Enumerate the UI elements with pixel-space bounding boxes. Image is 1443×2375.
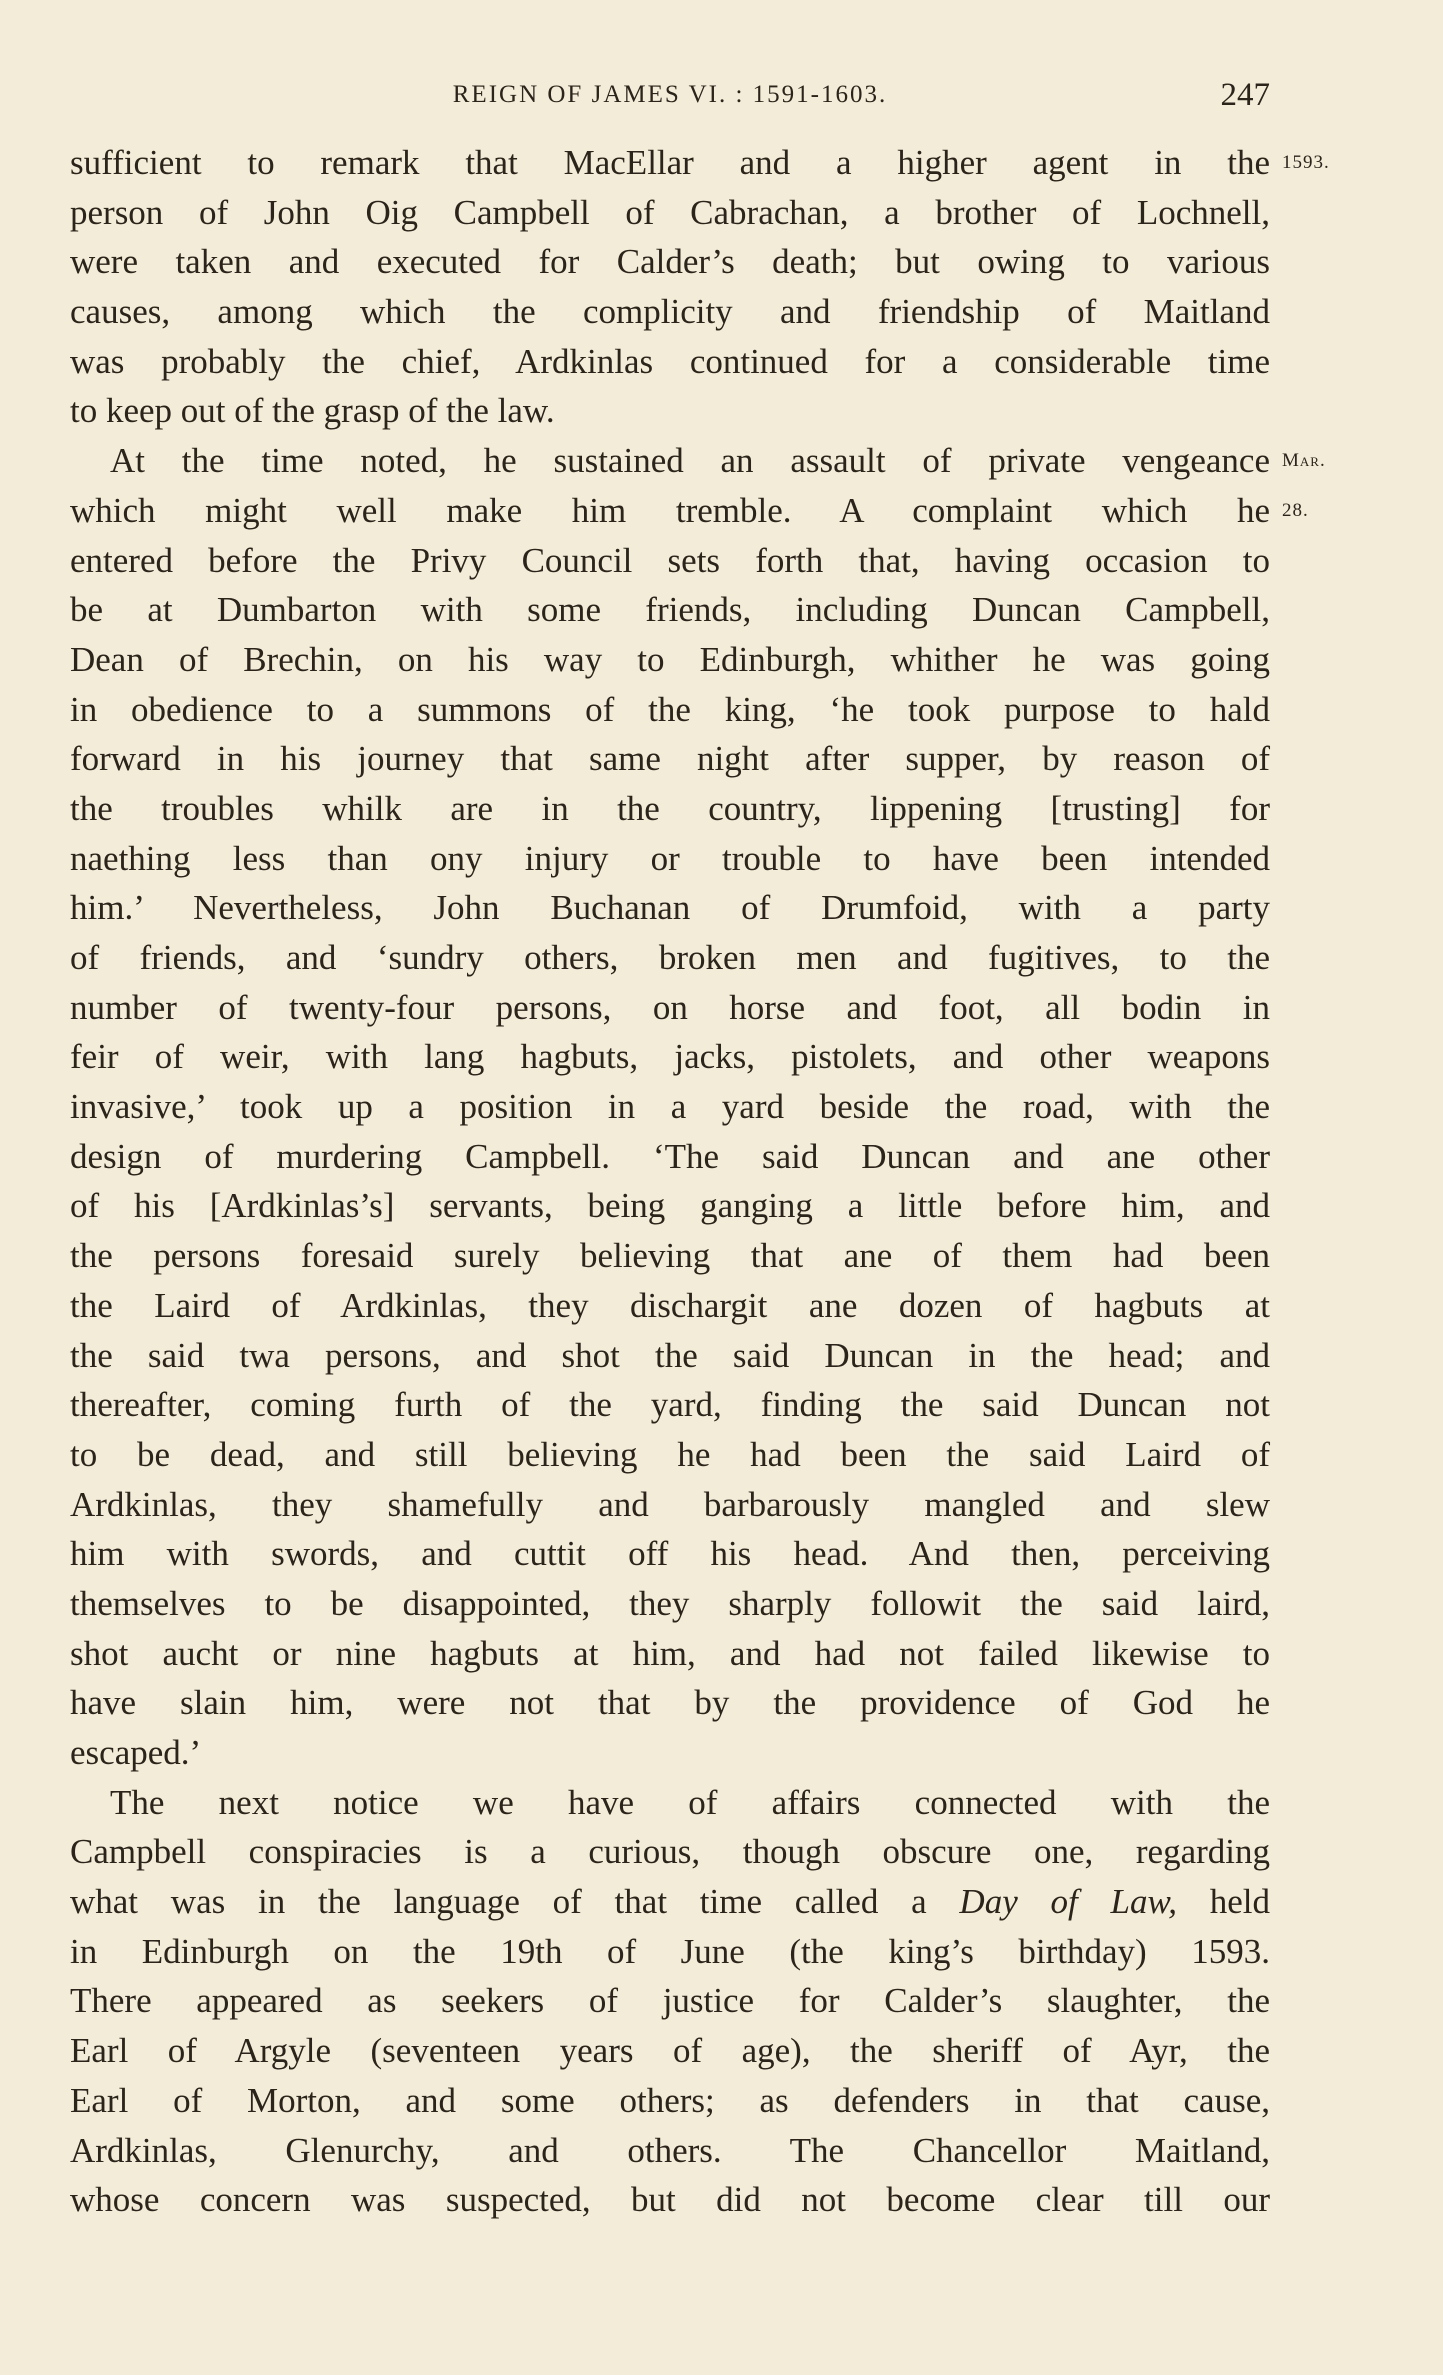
text-line: be at Dumbarton with some friends, including Duncan Campbell, <box>70 590 1270 630</box>
text-line: to be dead, and still believing he had been the said Laird of <box>70 1434 1270 1474</box>
text-line: person of John Oig Campbell of Cabrachan, a brother of Lochnell, <box>70 192 1270 232</box>
text-line: invasive,’ took up a position in a yard beside the road, with the <box>70 1087 1270 1127</box>
text-line: shot aucht or nine hagbuts at him, and had not failed likewise to <box>70 1633 1270 1673</box>
text-line: the said twa persons, and shot the said Duncan in the head; and <box>70 1335 1270 1375</box>
text-line: was probably the chief, Ardkinlas continued for a considerable time <box>70 341 1270 381</box>
text-line: of his [Ardkinlas’s] servants, being ganging a little before him, and <box>70 1186 1270 1226</box>
italic-phrase: Day of Law, <box>959 1882 1177 1922</box>
page-number: 247 <box>1220 77 1270 113</box>
text-line: Earl of Argyle (seventeen years of age), the sheriff of Ayr, the <box>70 2031 1270 2071</box>
text-line: Campbell conspiracies is a curious, though obscure one, regarding <box>70 1832 1270 1872</box>
text-line: what was in the language of that time called a Day of Law, held <box>70 1882 1270 1922</box>
text-line: Ardkinlas, Glenurchy, and others. The Chancellor Maitland, <box>70 2130 1270 2170</box>
text-line: Earl of Morton, and some others; as defenders in that cause, <box>70 2080 1270 2120</box>
margin-date-note: 1593. <box>1282 152 1330 173</box>
text-line: escaped.’ <box>70 1733 202 1772</box>
text-line: forward in his journey that same night after supper, by reason of <box>70 739 1270 779</box>
text-line: thereafter, coming furth of the yard, finding the said Duncan not <box>70 1385 1270 1425</box>
text-line: feir of weir, with lang hagbuts, jacks, pistolets, and other weapons <box>70 1037 1270 1077</box>
text-line: Dean of Brechin, on his way to Edinburgh, whither he was going <box>70 639 1270 679</box>
text-line: were taken and executed for Calder’s death; but owing to various <box>70 242 1270 282</box>
text-line: to keep out of the grasp of the law. <box>70 391 555 431</box>
margin-date-note: Mar. 28. <box>1282 450 1326 521</box>
text-line: At the time noted, he sustained an assault of private vengeance <box>110 441 1270 481</box>
body-text <box>70 138 1330 2225</box>
text-line: entered before the Privy Council sets forth that, having occasion to <box>70 540 1270 580</box>
text-line: There appeared as seekers of justice for Calder’s slaughter, the <box>70 1981 1270 2021</box>
text-line: naething less than ony injury or trouble to have been intended <box>70 838 1270 878</box>
running-title: REIGN OF JAMES VI. : 1591-1603. <box>452 81 888 108</box>
text-line: causes, among which the complicity and friendship of Maitland <box>70 292 1270 332</box>
text-line: have slain him, were not that by the providence of God he <box>70 1683 1270 1723</box>
text-line: Ardkinlas, they shamefully and barbarously mangled and slew <box>70 1484 1270 1524</box>
text-line: in obedience to a summons of the king, ‘he took purpose to hald <box>70 689 1270 729</box>
text-line: which might well make him tremble. A complaint which he <box>70 490 1270 530</box>
text-line: him with swords, and cuttit off his head. And then, perceiving <box>70 1534 1270 1574</box>
running-head <box>70 72 1270 118</box>
text-line: the Laird of Ardkinlas, they dischargit ane dozen of hagbuts at <box>70 1285 1270 1325</box>
text-line: in Edinburgh on the 19th of June (the king’s birthday) 1593. <box>70 1931 1270 1971</box>
text-line: him.’ Nevertheless, John Buchanan of Drumfoid, with a party <box>70 888 1270 928</box>
text-line: the persons foresaid surely believing that ane of them had been <box>70 1236 1270 1276</box>
text-line: design of murdering Campbell. ‘The said Duncan and ane other <box>70 1136 1270 1176</box>
text-line: sufficient to remark that MacEllar and a higher agent in the <box>70 143 1270 182</box>
text-line: The next notice we have of affairs connected with the <box>110 1782 1270 1822</box>
text-line: of friends, and ‘sundry others, broken men and fugitives, to the <box>70 938 1270 977</box>
text-line: whose concern was suspected, but did not become clear till our <box>70 2180 1270 2220</box>
text-line: the troubles whilk are in the country, lippening [trusting] for <box>70 788 1270 828</box>
text-line: number of twenty-four persons, on horse and foot, all bodin in <box>70 987 1270 1027</box>
text-line: themselves to be disappointed, they sharply followit the said laird, <box>70 1583 1270 1623</box>
